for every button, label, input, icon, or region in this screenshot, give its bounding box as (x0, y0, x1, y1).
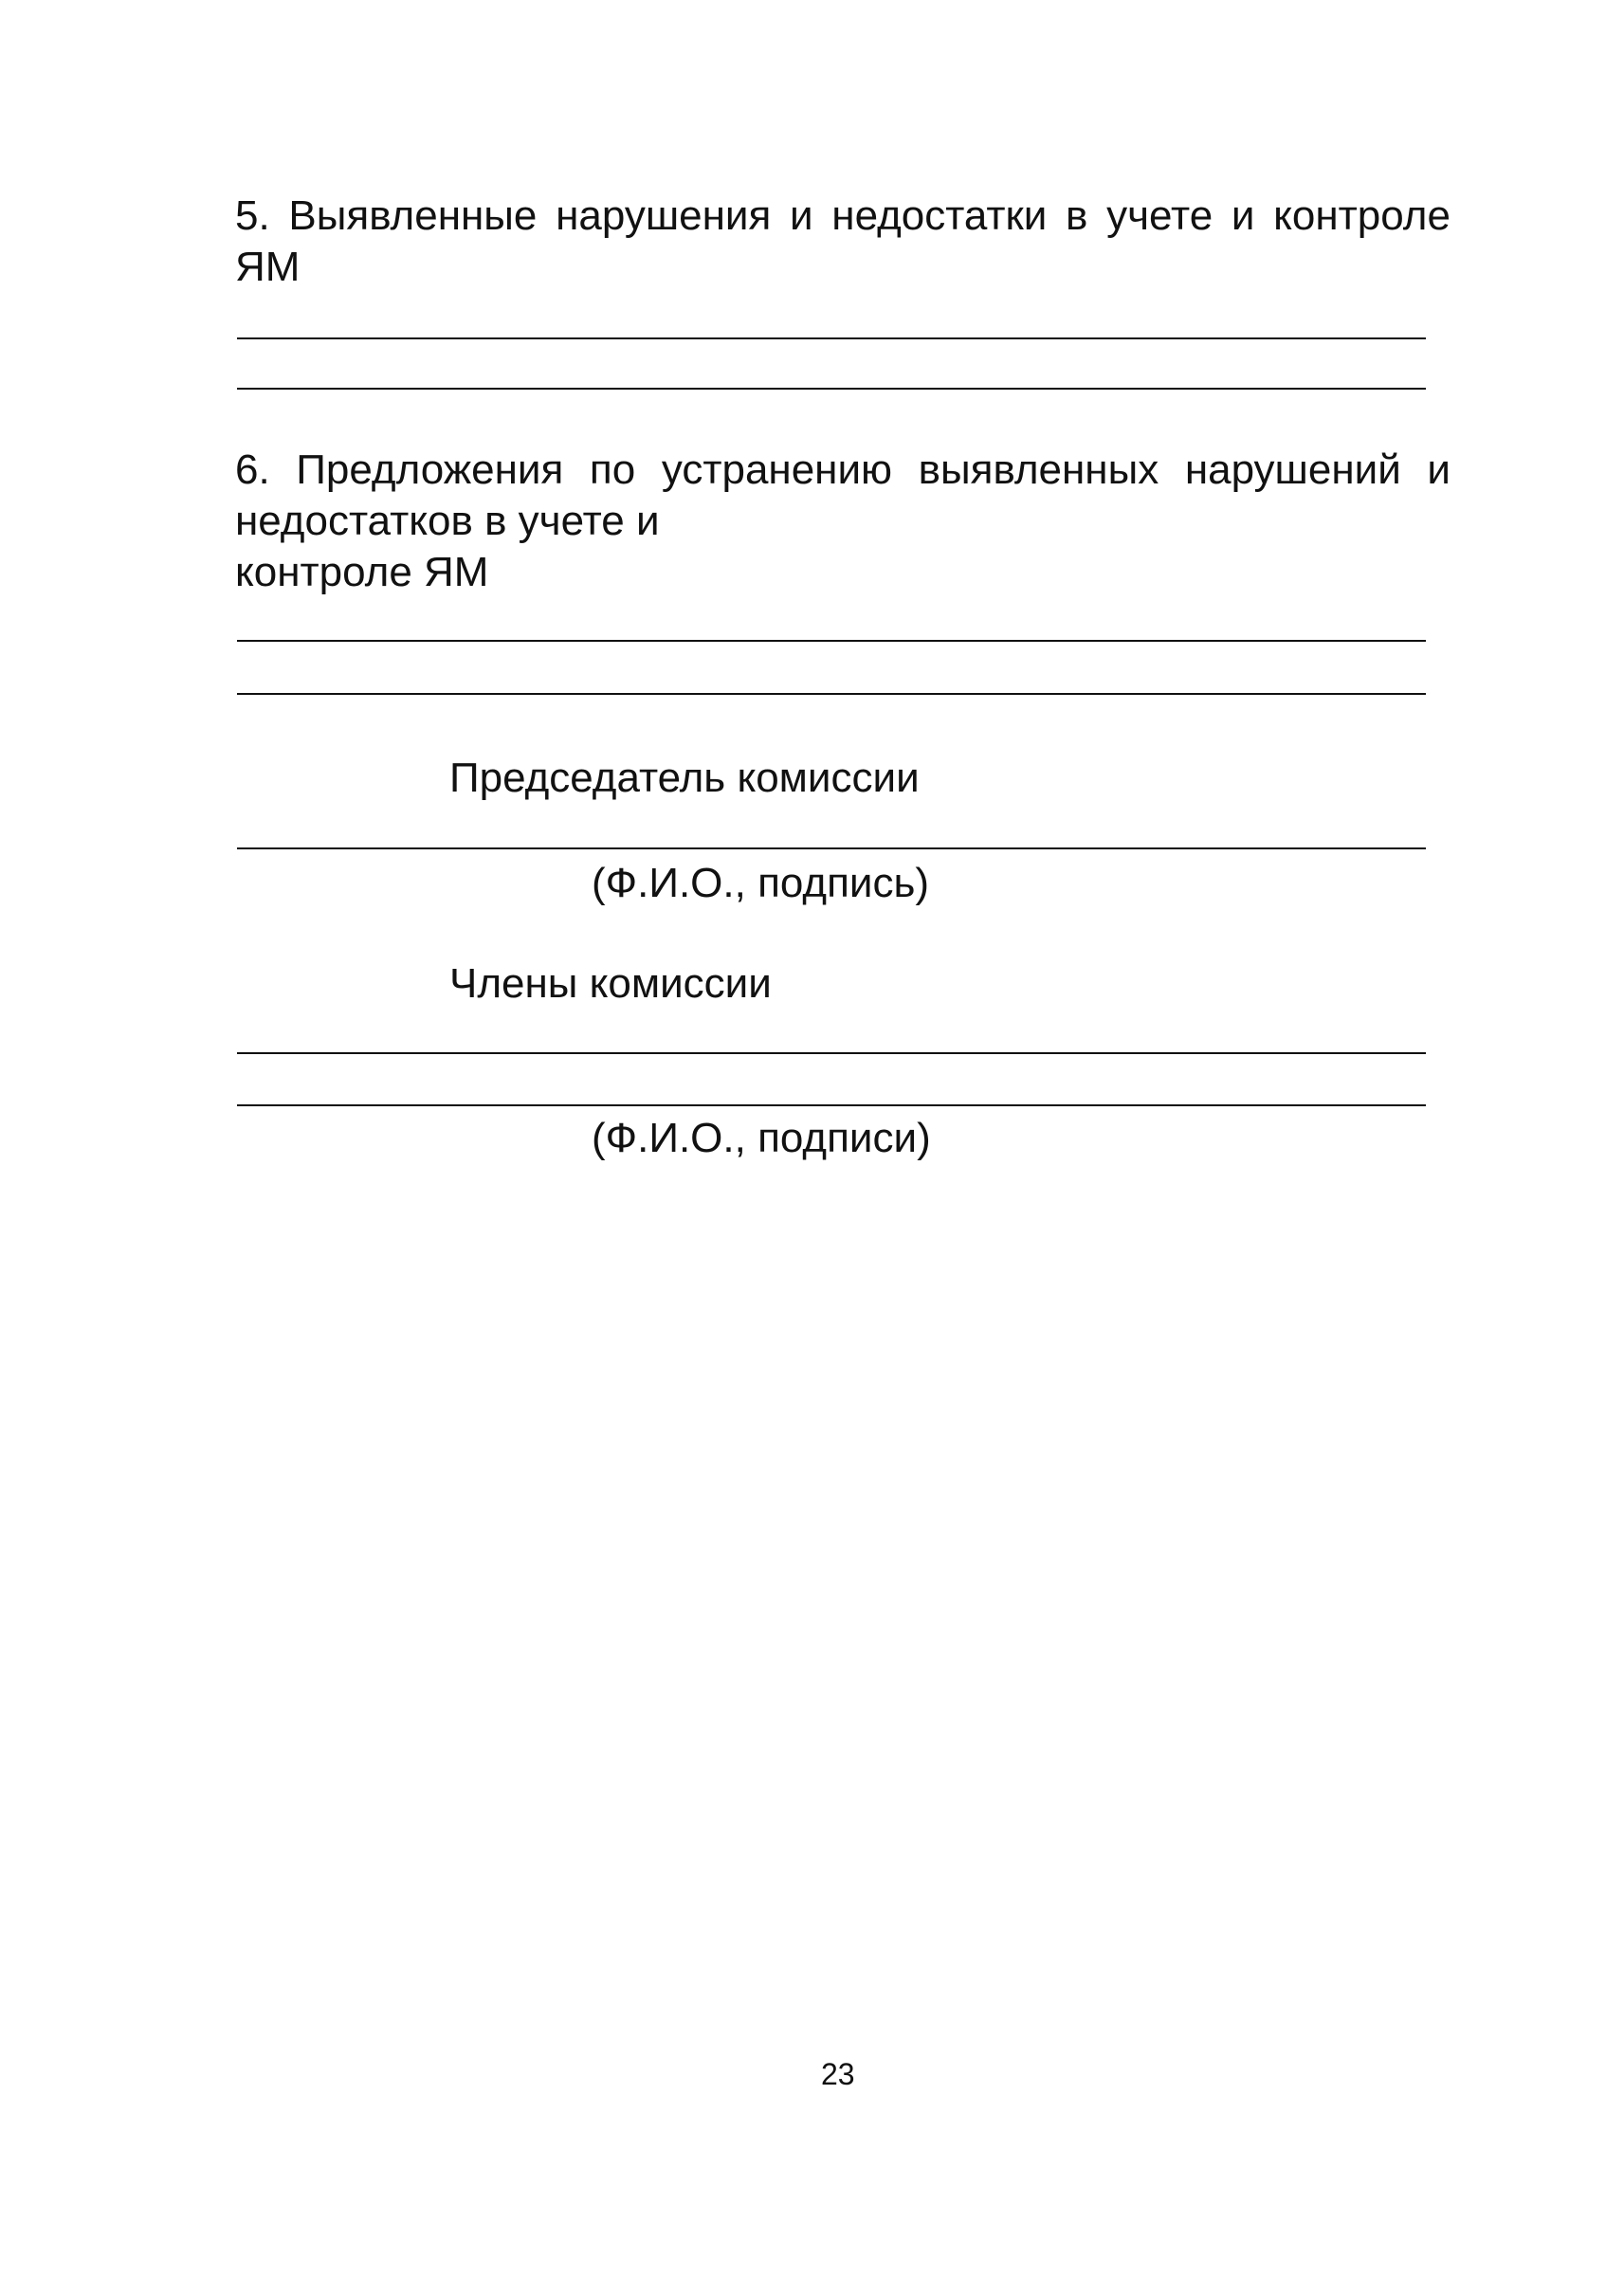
section-6-blank-line (237, 693, 1426, 695)
section-5-heading-line-2: ЯМ (235, 244, 301, 290)
section-6-word: Предложения (296, 446, 564, 493)
chairman-signature-line (237, 847, 1426, 849)
members-signature-line (237, 1052, 1426, 1054)
section-5-blank-line (237, 337, 1426, 339)
section-5-word: и (1231, 192, 1255, 239)
section-5-word: контроле (1273, 192, 1451, 239)
section-5-word: и (790, 192, 813, 239)
section-5-word: нарушения (556, 192, 772, 239)
section-5-word: 5. (235, 192, 270, 239)
section-5-word: учете (1106, 192, 1213, 239)
members-label: Члены комиссии (449, 960, 772, 1007)
section-6-heading-line-2: недостатков в учете и (235, 498, 660, 544)
section-6-word: 6. (235, 446, 270, 493)
section-6-word: по (589, 446, 636, 493)
section-5-heading-line-1 (235, 191, 1451, 241)
members-signature-line (237, 1104, 1426, 1106)
section-6-word: выявленных (918, 446, 1159, 493)
section-5-word: Выявленные (288, 192, 538, 239)
chairman-signature-caption: (Ф.И.О., подпись) (592, 860, 930, 906)
section-5-word: недостатки (831, 192, 1048, 239)
section-6-heading-line-1 (235, 446, 1451, 495)
section-5-blank-line (237, 388, 1426, 390)
section-6-word: нарушений (1184, 446, 1401, 493)
page-number: 23 (821, 2057, 855, 2091)
section-5-word: в (1066, 192, 1088, 239)
section-6-word: и (1427, 446, 1451, 493)
members-signature-caption: (Ф.И.О., подписи) (592, 1115, 931, 1161)
section-6-blank-line (237, 640, 1426, 642)
chairman-label: Председатель комиссии (449, 755, 920, 801)
section-6-word: устранению (661, 446, 893, 493)
section-6-heading-line-3: контроле ЯМ (235, 549, 489, 595)
